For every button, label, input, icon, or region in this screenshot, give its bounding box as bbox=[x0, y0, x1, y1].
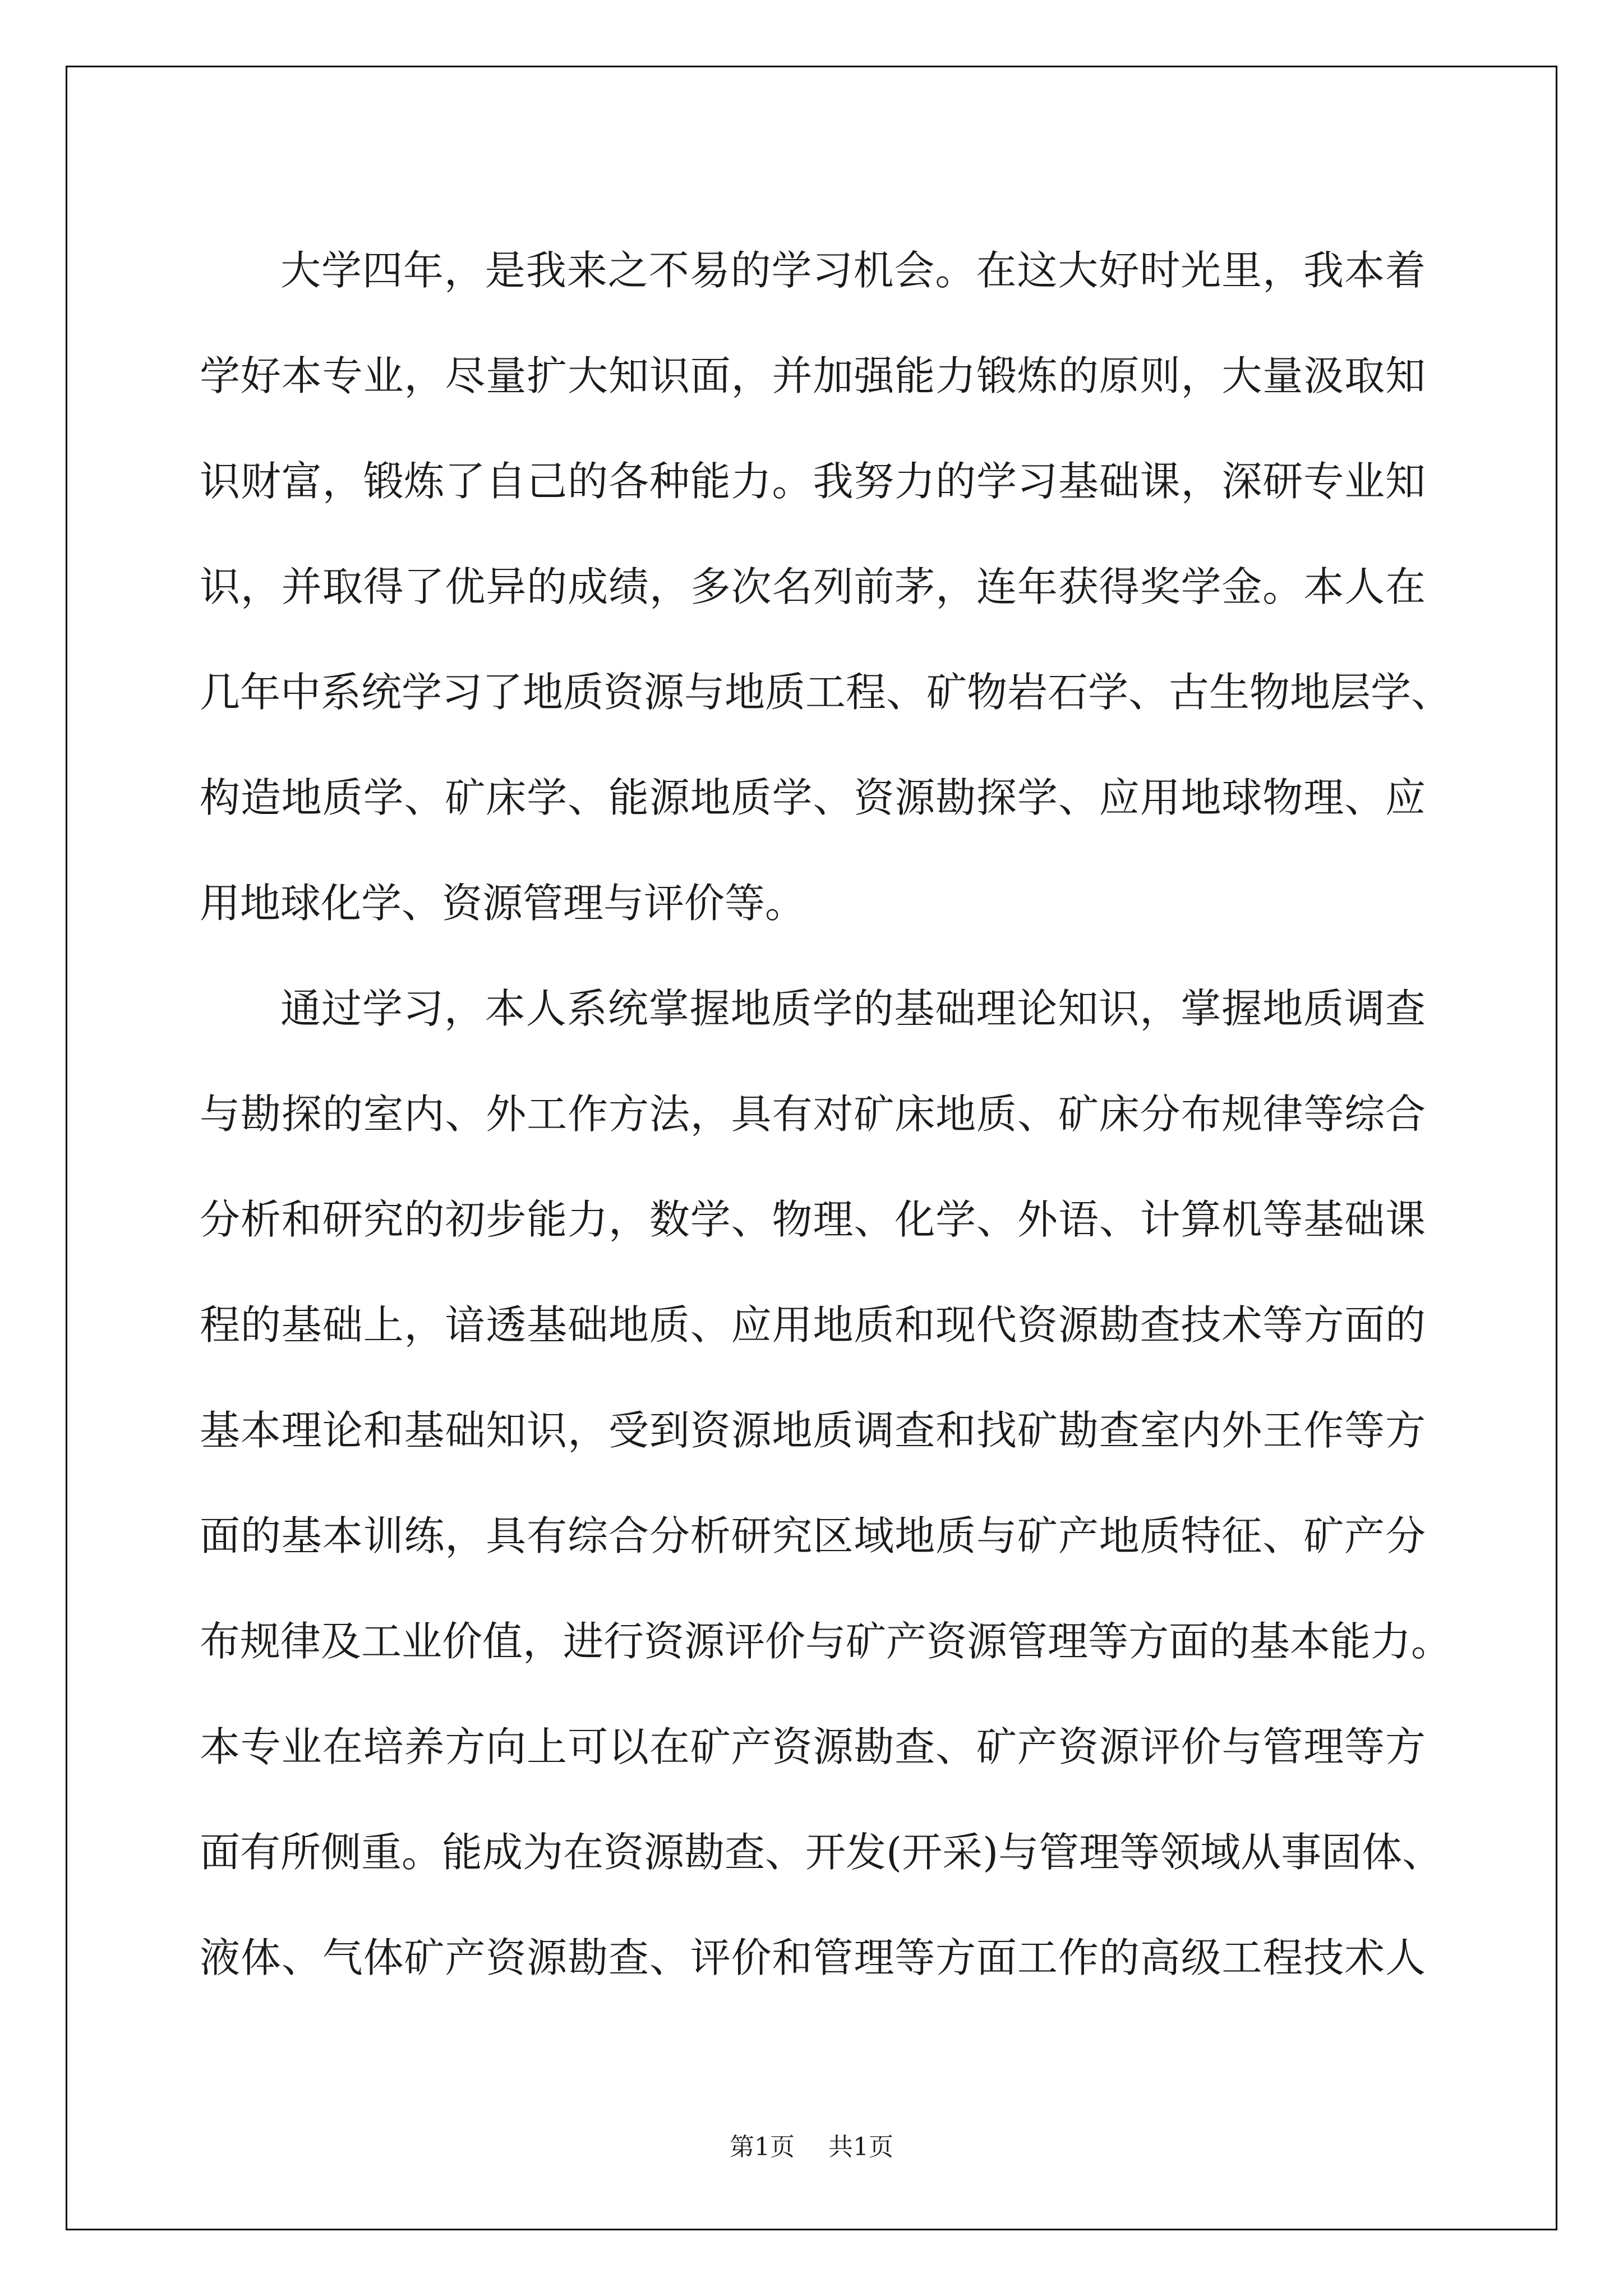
paragraph-1-line-4: 识，并取得了优异的成绩，多次名列前茅，连年获得奖学金。本人在 bbox=[200, 563, 1426, 610]
page-number-current: 第1页 bbox=[730, 2133, 795, 2161]
paragraph-2-line-5: 基本理论和基础知识，受到资源地质调查和找矿勘查室内外王作等方 bbox=[200, 1407, 1426, 1454]
paragraph-2-line-2: 与勘探的室内、外工作方法，具有对矿床地质、矿床分布规律等综合 bbox=[200, 1091, 1426, 1138]
paragraph-1-line-3: 识财富，锻炼了自己的各种能力。我努力的学习基础课，深研专业知 bbox=[200, 458, 1426, 505]
paragraph-2-line-9: 面有所侧重。能成为在资源勘查、开发(开采)与管理等领域从事固体、 bbox=[200, 1829, 1443, 1876]
paragraph-2-line-7: 布规律及工业价值，进行资源评价与矿产资源管理等方面的基本能力。 bbox=[200, 1618, 1452, 1665]
paragraph-1-line-2: 学好本专业，尽量扩大知识面，并加强能力锻炼的原则，大量汲取知 bbox=[200, 352, 1426, 399]
paragraph-2-line-4: 程的基础上，谙透基础地质、应用地质和现代资源勘查技术等方面的 bbox=[200, 1301, 1426, 1349]
page-number-total: 共1页 bbox=[828, 2133, 893, 2161]
paragraph-1-line-5: 几年中系统学习了地质资源与地质工程、矿物岩石学、古生物地层学、 bbox=[200, 669, 1452, 716]
paragraph-2-line-3: 分析和研究的初步能力，数学、物理、化学、外语、计算机等基础课 bbox=[200, 1196, 1426, 1243]
paragraph-2-line-10: 液体、气体矿产资源勘查、评价和管理等方面工作的高级工程技术人 bbox=[200, 1934, 1426, 1981]
paragraph-1-line-6: 构造地质学、矿床学、能源地质学、资源勘探学、应用地球物理、应 bbox=[200, 774, 1426, 821]
page-footer bbox=[0, 2127, 1623, 2162]
paragraph-2-line-6: 面的基本训练，具有综合分析研究区域地质与矿产地质特征、矿产分 bbox=[200, 1512, 1426, 1559]
document-body bbox=[200, 218, 1452, 2010]
paragraph-1-line-7: 用地球化学、资源管理与评价等。 bbox=[200, 880, 806, 927]
paragraph-1-line-1: 大学四年，是我来之不易的学习机会。在这大好时光里，我本着 bbox=[280, 247, 1426, 294]
paragraph-2-line-8: 本专业在培养方向上可以在矿产资源勘查、矿产资源评价与管理等方 bbox=[200, 1723, 1426, 1770]
paragraph-2-line-1: 通过学习，本人系统掌握地质学的基础理论知识，掌握地质调查 bbox=[280, 985, 1426, 1032]
